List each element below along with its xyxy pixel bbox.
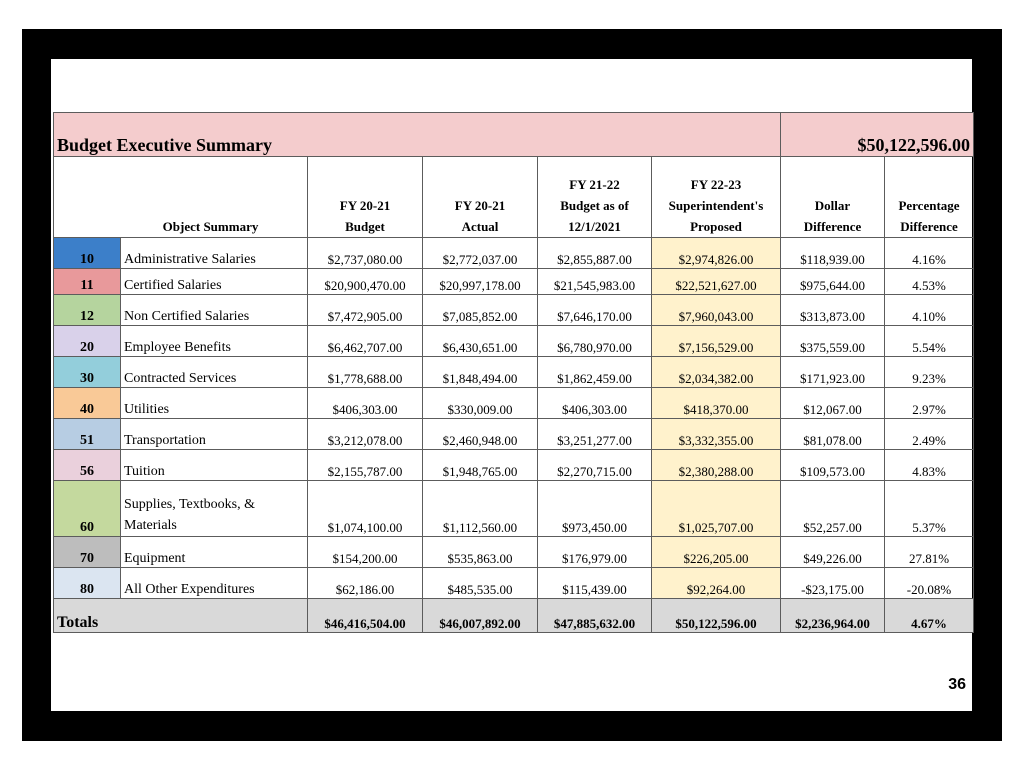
object-label: Non Certified Salaries	[121, 295, 308, 326]
cell-percentage-difference: 4.16%	[885, 238, 974, 269]
cell-fy2122-budget: $2,270,715.00	[538, 450, 652, 481]
cell-fy2021-actual: $2,460,948.00	[423, 419, 538, 450]
cell-fy2021-actual: $7,085,852.00	[423, 295, 538, 326]
cell-dollar-difference: $171,923.00	[781, 357, 885, 388]
budget-summary-table	[53, 112, 974, 633]
totals-dollar-difference: $2,236,964.00	[781, 599, 885, 633]
cell-fy2021-actual: $535,863.00	[423, 537, 538, 568]
object-label: All Other Expenditures	[121, 568, 308, 599]
cell-percentage-difference: 2.97%	[885, 388, 974, 419]
cell-fy2021-budget: $6,462,707.00	[308, 326, 423, 357]
cell-percentage-difference: 4.10%	[885, 295, 974, 326]
cell-dollar-difference: $81,078.00	[781, 419, 885, 450]
cell-dollar-difference: $109,573.00	[781, 450, 885, 481]
table-row	[54, 450, 974, 481]
cell-fy2122-budget: $3,251,277.00	[538, 419, 652, 450]
cell-dollar-difference: -$23,175.00	[781, 568, 885, 599]
cell-fy2021-budget: $7,472,905.00	[308, 295, 423, 326]
object-code: 56	[54, 450, 121, 481]
table-row	[54, 568, 974, 599]
table-row	[54, 269, 974, 295]
cell-fy2021-budget: $2,737,080.00	[308, 238, 423, 269]
cell-fy2021-budget: $406,303.00	[308, 388, 423, 419]
object-code: 20	[54, 326, 121, 357]
header-row	[54, 157, 974, 238]
cell-fy2122-budget: $176,979.00	[538, 537, 652, 568]
cell-percentage-difference: 5.54%	[885, 326, 974, 357]
cell-dollar-difference: $375,559.00	[781, 326, 885, 357]
table-row	[54, 238, 974, 269]
cell-percentage-difference: 4.83%	[885, 450, 974, 481]
table-row	[54, 481, 974, 537]
object-code: 10	[54, 238, 121, 269]
cell-fy2122-budget: $973,450.00	[538, 481, 652, 537]
header-object-summary: Object Summary	[54, 157, 308, 238]
cell-fy2122-budget: $1,862,459.00	[538, 357, 652, 388]
cell-fy2223-proposed: $2,380,288.00	[652, 450, 781, 481]
header-fy2021-actual: FY 20-21 Actual	[423, 157, 538, 238]
cell-percentage-difference: 5.37%	[885, 481, 974, 537]
cell-fy2223-proposed: $1,025,707.00	[652, 481, 781, 537]
cell-percentage-difference: 2.49%	[885, 419, 974, 450]
totals-percentage-difference: 4.67%	[885, 599, 974, 633]
cell-dollar-difference: $313,873.00	[781, 295, 885, 326]
cell-fy2021-actual: $1,948,765.00	[423, 450, 538, 481]
header-fy2021-budget: FY 20-21 Budget	[308, 157, 423, 238]
cell-fy2223-proposed: $418,370.00	[652, 388, 781, 419]
object-code: 12	[54, 295, 121, 326]
totals-label: Totals	[54, 599, 308, 633]
object-label: Transportation	[121, 419, 308, 450]
table-total: $50,122,596.00	[781, 113, 974, 157]
cell-fy2021-budget: $154,200.00	[308, 537, 423, 568]
cell-fy2223-proposed: $7,156,529.00	[652, 326, 781, 357]
object-label: Contracted Services	[121, 357, 308, 388]
cell-fy2021-actual: $1,112,560.00	[423, 481, 538, 537]
totals-fy2122-budget: $47,885,632.00	[538, 599, 652, 633]
cell-dollar-difference: $49,226.00	[781, 537, 885, 568]
header-percentage-difference: Percentage Difference	[885, 157, 974, 238]
cell-fy2223-proposed: $7,960,043.00	[652, 295, 781, 326]
cell-fy2021-budget: $1,074,100.00	[308, 481, 423, 537]
table-row	[54, 357, 974, 388]
object-label: Certified Salaries	[121, 269, 308, 295]
cell-fy2223-proposed: $22,521,627.00	[652, 269, 781, 295]
cell-fy2021-budget: $2,155,787.00	[308, 450, 423, 481]
cell-fy2122-budget: $406,303.00	[538, 388, 652, 419]
table-row	[54, 326, 974, 357]
cell-fy2223-proposed: $3,332,355.00	[652, 419, 781, 450]
cell-fy2223-proposed: $2,974,826.00	[652, 238, 781, 269]
table-title: Budget Executive Summary	[54, 113, 781, 157]
cell-fy2122-budget: $7,646,170.00	[538, 295, 652, 326]
object-label: Employee Benefits	[121, 326, 308, 357]
object-label: Equipment	[121, 537, 308, 568]
cell-fy2122-budget: $6,780,970.00	[538, 326, 652, 357]
cell-fy2223-proposed: $226,205.00	[652, 537, 781, 568]
object-code: 51	[54, 419, 121, 450]
totals-row	[54, 599, 974, 633]
cell-fy2122-budget: $115,439.00	[538, 568, 652, 599]
object-code: 80	[54, 568, 121, 599]
object-code: 40	[54, 388, 121, 419]
cell-fy2021-budget: $3,212,078.00	[308, 419, 423, 450]
cell-fy2122-budget: $2,855,887.00	[538, 238, 652, 269]
cell-fy2021-actual: $330,009.00	[423, 388, 538, 419]
object-code: 30	[54, 357, 121, 388]
cell-fy2021-actual: $1,848,494.00	[423, 357, 538, 388]
object-code: 70	[54, 537, 121, 568]
cell-dollar-difference: $52,257.00	[781, 481, 885, 537]
header-fy2122-budget: FY 21-22 Budget as of 12/1/2021	[538, 157, 652, 238]
table-row	[54, 295, 974, 326]
table-row	[54, 537, 974, 568]
cell-fy2223-proposed: $2,034,382.00	[652, 357, 781, 388]
header-dollar-difference: Dollar Difference	[781, 157, 885, 238]
cell-fy2021-actual: $2,772,037.00	[423, 238, 538, 269]
cell-fy2021-actual: $6,430,651.00	[423, 326, 538, 357]
cell-percentage-difference: 27.81%	[885, 537, 974, 568]
cell-fy2021-actual: $20,997,178.00	[423, 269, 538, 295]
table-row	[54, 388, 974, 419]
totals-fy2223-proposed: $50,122,596.00	[652, 599, 781, 633]
object-label: Supplies, Textbooks, & Materials	[121, 481, 308, 537]
cell-fy2021-actual: $485,535.00	[423, 568, 538, 599]
cell-fy2021-budget: $1,778,688.00	[308, 357, 423, 388]
cell-percentage-difference: 4.53%	[885, 269, 974, 295]
totals-fy2021-actual: $46,007,892.00	[423, 599, 538, 633]
page-number: 36	[948, 676, 966, 693]
cell-percentage-difference: -20.08%	[885, 568, 974, 599]
cell-dollar-difference: $12,067.00	[781, 388, 885, 419]
cell-fy2021-budget: $62,186.00	[308, 568, 423, 599]
header-fy2223-proposed: FY 22-23 Superintendent's Proposed	[652, 157, 781, 238]
cell-dollar-difference: $118,939.00	[781, 238, 885, 269]
cell-fy2122-budget: $21,545,983.00	[538, 269, 652, 295]
object-code: 11	[54, 269, 121, 295]
object-label: Tuition	[121, 450, 308, 481]
totals-fy2021-budget: $46,416,504.00	[308, 599, 423, 633]
cell-dollar-difference: $975,644.00	[781, 269, 885, 295]
cell-percentage-difference: 9.23%	[885, 357, 974, 388]
cell-fy2021-budget: $20,900,470.00	[308, 269, 423, 295]
table-row	[54, 419, 974, 450]
object-code: 60	[54, 481, 121, 537]
object-label: Administrative Salaries	[121, 238, 308, 269]
object-label: Utilities	[121, 388, 308, 419]
cell-fy2223-proposed: $92,264.00	[652, 568, 781, 599]
title-row	[54, 113, 974, 157]
